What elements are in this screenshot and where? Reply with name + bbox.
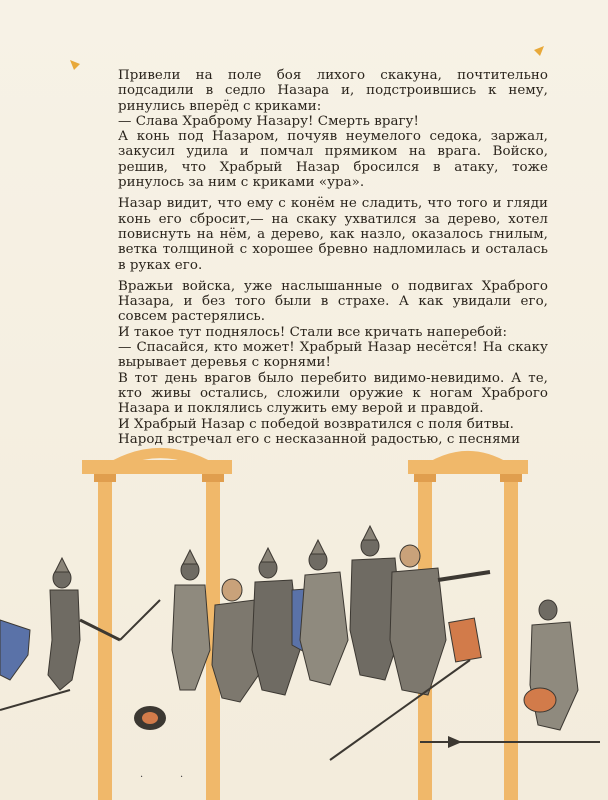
- paragraph: Вражьи войска, уже наслышанные о подвигах Храброго Назара, и без того были в страхе. А как увидали его, совсем растерялись.: [118, 278, 548, 325]
- arch-left: [82, 453, 232, 800]
- corner-ornament-icon: [532, 44, 546, 58]
- battle-illustration: [0, 440, 608, 800]
- bottom-marks: ·: [140, 772, 144, 783]
- corner-ornament-icon: [68, 58, 82, 72]
- soldiers-group: [0, 526, 578, 730]
- paragraph: В тот день врагов было перебито видимо-невидимо. А те, кто живы остались, сложили оружие к ногам Храброго Назара и поклялись служить ему верой и правдой.: [118, 370, 548, 417]
- story-text: [118, 68, 548, 447]
- bottom-marks: ·: [180, 772, 184, 783]
- paragraph: Привели на поле боя лихого скакуна, почтительно подсадили в седло Назара и, подстроившись к нему, ринулись вперёд с криками:: [118, 68, 548, 114]
- paragraph: И такое тут поднялось! Стали все кричать наперебой:: [118, 324, 508, 340]
- paragraph: Народ встречал его с несказанной радостью, с песнями: [118, 431, 521, 447]
- paragraph: — Спасайся, кто может! Храбрый Назар несётся! На скаку вырывает деревья с корнями!: [118, 340, 548, 371]
- paragraph: А конь под Назаром, почуяв неумелого седока, заржал, закусил удила и помчал прямиком на врага. Войско, решив, что Храбрый Назар бросился в атаку, тоже ринулось за ним с криками «ура».: [118, 129, 548, 191]
- paragraph: И Храбрый Назар с победой возвратился с поля битвы.: [118, 416, 514, 432]
- paragraph: — Слава Храброму Назару! Смерть врагу!: [118, 113, 419, 129]
- paragraph: Назар видит, что ему с конём не сладить, что того и гляди конь его сбросит,— на скаку ухватился за дерево, хотел повиснуть на нём, а дерево, как назло, оказалось гнилым, ветка толщиной с хорошее бревно надломилась и осталась в руках его.: [118, 196, 548, 273]
